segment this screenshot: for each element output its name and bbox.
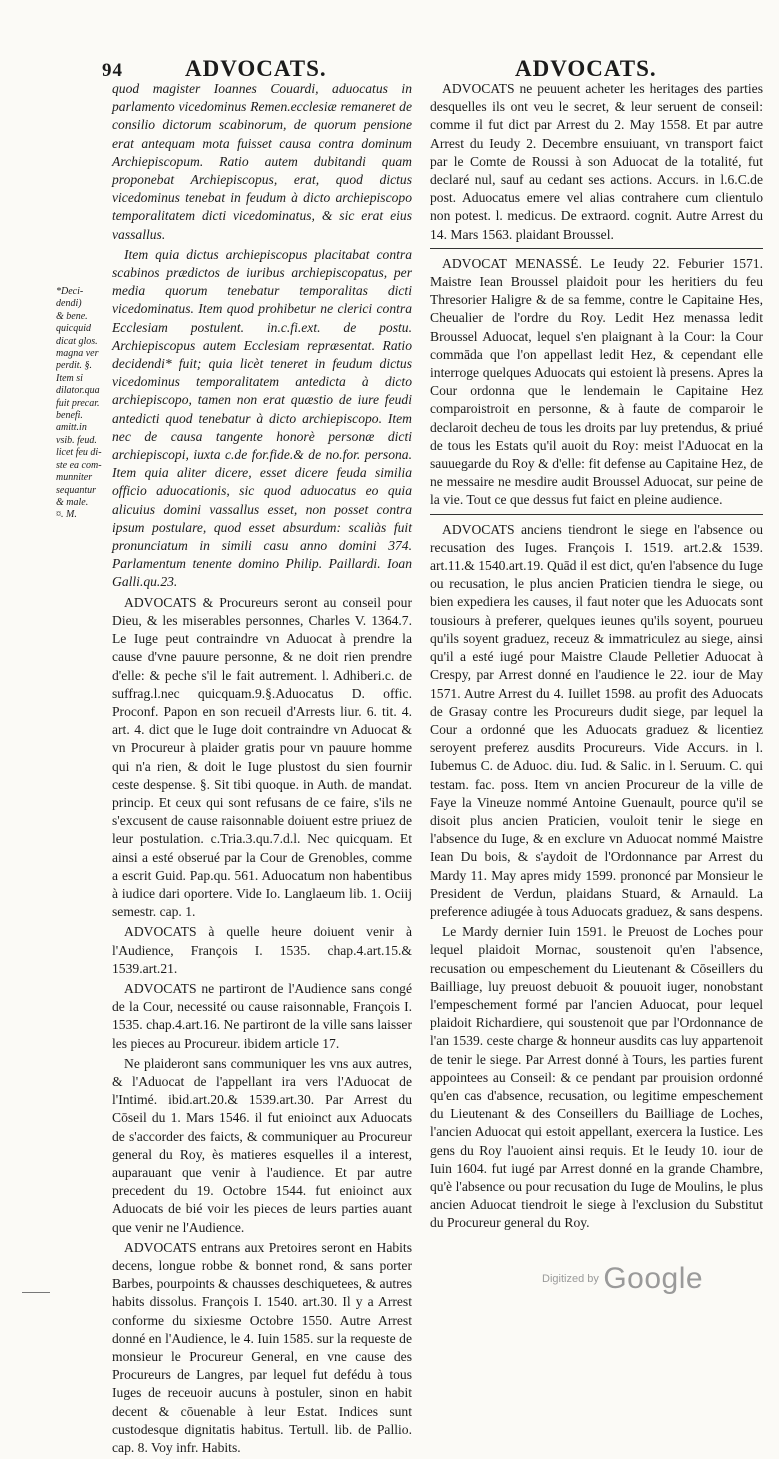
left-column — [112, 80, 412, 1459]
paragraph-conseil: ADVOCATS & Procureurs seront au conseil pour Dieu, & les miserables personnes, Charles V. 1364.7. Le Iuge peut contraindre vn Aduocat à prendre la cause d'vne pauure personne, & ne doit rien prendre d'elle: & peche s'il le fait autrement. l. Adhiberi.c. de suffrag.l.nec quicquam.9.§.Aduocatus D. offic. Proconf. Papon en son recueil d'Arrests liur. 6. tit. 4. art. 4. dict que le Iuge doit contraindre vn Aduocat & vn Procureur à plaider gratis pour vn pauure homme qui n'a rien, & doit le Iuge plustost du sien fournir ceste despense. §. Sit tibi quoque. in Auth. de mandat. princip. Et ceux qui sont refusans de ce faire, s'ils ne s'excusent de cause raisonnable doiuent estre priuez de leur postulation. c.Tria.3.qu.7.d.l. Nec quicquam. Et ainsi a esté obserué par la Cour de Grenobles, comme a escrit Guid. Pap.qu. 561. Aduocatum non habentibus à iudice dari oportere. Vide Io. Langlaeum lib. 1. Ociij semestr. cap. 1. — [112, 594, 412, 920]
page-number: 94 — [102, 60, 123, 81]
margin-note-line: licet feu di- — [56, 447, 102, 459]
margin-note-line: fuit precar. — [56, 397, 100, 409]
latin-item-paragraph: Item quia dictus archiepiscopus placitabat contra scabinos prædictos de iuribus archiepiscopatus, per media quorum tenebatur temporalitas dicti vicedominatus. Item quod prohibetur ne clerici contra Ecclesiam postulent. in.c.fi.ext. de postu. Archiepiscopus autem Ecclesiam repræsentat. Ratio decidendi* fuit; quia licèt teneret in feudum dictus vicedominus temporalitatem antedicta à dicto archiepiscopo, tamen non erat quæstio de iure feudi antedicti quod tenebatur à dicto archiepiscopo. Item nec de causa tangente honorè personæ dicti archiepiscopi, iuxta c.de for.fide.& de no.for. persona. Item quia aliter dicere, esset dicere feuda similia officio aduocationis, sic quod aduocatus eo quia alicuius domini vassallus esset, non posset contra ipsum postulare, quod esset absurdum: scaliàs fuit pronunciatum in simili casu anno domini 374. Parlamentum tenente domino Philip. Paillardi. Ioan Galli.qu.23. — [112, 246, 412, 590]
paragraph-anciens: ADVOCATS anciens tiendront le siege en l'absence ou recusation des Iuges. François I. 1519. art.2.& 1539. art.11.& 1540.art.19. Quād il est dict, qu'en l'absence du Iuge ou recusation, le plus ancien Praticien tiendra le siege, ou bien expediera les causes, il faut noter que les Aduocats sont tousiours à preferer, quelques ieunes qu'ils soyent, pourueu qu'ils soyent graduez, receuz & immatriculez au siege, ainsi qu'il a esté iugé pour Maistre Claude Pelletier Aduocat à Crespy, par Arrest donné en l'audience le 22. iour de May 1571. Autre Arrest du 4. Iuillet 1598. au profit des Aduocats de Grasay contre les Procureurs dudit siege, par lequel la Cour a ordonné que les Aduocats graduez & licentiez seroyent preferez ausdits Procureurs. Vide Accurs. in l. Iubemus C. de Aduoc. diu. Iud. & Salic. in l. Seruum. C. qui testam. fac. poss. Item vn ancien Procureur de la ville de Faye la Vineuze nommé Antoine Guenault, pource qu'il se disoit plus ancien Praticien, vouloit tenir le siege en l'absence du Iuge, & en exclure vn Aduocat nommé Maistre Iean Du bois, & s'aydoit de l'Ordonnance par Arrest du Mardy 11. May apres midy 1599. prononcé par Monsieur le President de Verdun, plaidans Stuard, & Arnauld. La preference adiugée à tous Aduocats graduez, & sans despens. — [430, 521, 763, 919]
margin-note-line: magna ver — [56, 348, 99, 360]
margin-note-line: dilator.qua — [56, 385, 100, 397]
paragraph-loches: Le Mardy dernier Iuin 1591. le Preuost de Loches pour lequel plaidoit Mornac, soustenoit qu'en l'absence, recusation ou empeschement du Lieutenant & Cōseillers du Bailliage, luy preuost debuoit & pouuoit iuger, nonobstant l'empeschement formé par l'ancien Aduocat, pour lequel plaidoit Richardiere, qui soustenoit que par l'Ordonnance de l'an 1539. ceste charge & honneur ausdits cas luy appartenoit de tenir le siege. Par Arrest donné à Tours, les parties furent appointees au Conseil: & ce pendant par prouision ordonné qu'en cas d'absence, recusation, ou legitime empeschement du Lieutenant & des Conseillers du Bailliage de Loches, l'ancien Aduocat qui estoit appellant, exercera la Iustice. Les gens du Roy l'auoient ainsi requis. Et le Ieudy 10. iour de Iuin 1604. fut iugé par Arrest donné en la grande Chambre, qu'è l'absence ou pour recusation du Iuge de Moulins, le plus ancien Aduocat tiendroit le siege à l'exclusion du Substitut du Procureur general du Roy. — [430, 924, 763, 1231]
margin-note-line: & male. — [56, 496, 89, 508]
paragraph-menasse: ADVOCAT MENASSÉ. Le Ieudy 22. Feburier 1571. Maistre Iean Broussel plaidoit pour les heritiers du feu Thresorier Haligre & de sa femme, contre le Capitaine Hes, Cheualier de l'ordre du Roy. Ledit Hez menassa ledit Broussel Aduocat, lequel s'en plaignant à la Cour: la Cour commāda que l'on appellast ledit Hez, & cependant elle interroge quelques Aduocats qui estoient là presens. Apres la Cour ordonna que le lendemain le Capitaine Hez comparoistroit en personne, & à faute de comparoir le declaroit decheu de tous les droits par luy pretendus, & priué de tous les Estats qu'il auoit du Roy: meist l'Aduocat en la sauuegarde du Roy & d'elle: fit defense au Capitaine Hez, de ne messaire ne mesdire audit Broussel Aduocat, sur peine de la vie. Tout ce que dessus fut faict en pleine audience. — [430, 255, 763, 508]
paragraph-plaideront: Ne plaideront sans communiquer les vns aux autres, & l'Aduocat de l'appellant ira vers l'Aduocat de l'Intimé. ibid.art.20.& 1539.art.30. Par Arrest du Cōseil du 1. Mars 1546. il fut enioinct aux Aduocats de s'accorder des faicts, & communiquer au Procureur general du Roy, ès matieres esquelles il a interest, auparauant que venir à l'audience. Et par autre precedent du 19. Octobre 1544. fut enioinct aux Aduocats de bié voir les pieces de leurs parties auant que venir ne l'Audience. — [112, 1055, 412, 1235]
google-logo-text: Google — [603, 1262, 704, 1295]
digitized-by-text: Digitized by — [542, 1273, 599, 1285]
paragraph-heritages: ADVOCATS ne peuuent acheter les heritages des parties desquelles ils ont veu le secret, & leur seruent de conseil: comme il fut dict par Arrest du 2. May 1558. Et par autre Arrest du Ieudy 2. Decembre ensuiuant, vn transport faict par le Comte de Roussi à son Aduocat de la totalité, fut declaré nul, sauf au cedant ses actions. Accurs. in l.6.C.de post. Aduocatus emere vel alias contrahere cum clientulo non potest. l. medicus. De extraord. cognit. Autre Arrest du 14. Mars 1563. plaidant Broussel. — [430, 81, 763, 242]
paragraph-habits: ADVOCATS entrans aux Pretoires seront en Habits decens, longue robbe & bonnet rond, & sans porter Barbes, pourpoints & chausses deschiquetees, & autres habits dissolus. François I. 1540. art.30. Il y a Arrest conforme du sixiesme Octobre 1550. Autre Arrest donné en l'Audience, le 4. Iuin 1585. sur la requeste de monsieur le Procureur General, en vne cause des Procureurs de Langres, par lequel fut defédu à tous Iuges de receuoir aucuns à postuler, sinon en habit decent & cōuenable à leur Estat. Indices sunt custodesque dignitatis habitus. Tertull. lib. de Pallio. cap. 8. Voy infr. Habits. — [112, 1239, 412, 1456]
margin-note-line: & bene. — [56, 310, 88, 322]
margin-note-line: perdit. §. — [56, 360, 93, 372]
margin-note-line: ¤. M. — [56, 509, 77, 521]
margin-note-line: vsib. feud. — [56, 434, 97, 446]
margin-note-line: amitt.in — [56, 422, 87, 434]
left-running-title: ADVOCATS. — [185, 56, 327, 81]
paragraph-partiront: ADVOCATS ne partiront de l'Audience sans congé de la Cour, necessité ou cause raisonnable, François I. 1535. chap.4.art.16. Ne partiront de la ville sans laisser les pieces au Procureur. ibidem article 17. — [112, 980, 412, 1051]
paragraph-heure: ADVOCATS à quelle heure doiuent venir à l'Audience, François I. 1535. chap.4.art.15.& 1539.art.21. — [112, 924, 412, 976]
margin-note-line: sequantur — [56, 484, 96, 496]
section-divider — [430, 248, 763, 249]
margin-notes — [56, 286, 108, 522]
margin-note-line: dicat glos. — [56, 335, 98, 347]
margin-note-line: quicquid — [56, 323, 91, 335]
margin-note-line: dendi) — [56, 298, 82, 310]
section-divider — [430, 514, 763, 515]
margin-note-line: ste ea com- — [56, 459, 102, 471]
digitized-by-google-watermark — [542, 1262, 703, 1296]
corner-mark — [22, 1292, 50, 1293]
latin-intro-paragraph: quod magister Ioannes Couardi, aduocatus in parlamento vicedominus Remen.ecclesiæ remaneret de consilio dictorum scabinorum, de quorum pensione erat antequam mota fuisset causa contra dominum Archiepiscopum. Ratio autem dubitandi quam proponebat Archiepiscopus, erat, quod dictus vicedominus tenebat in feudum à dicto archiepiscopo temporalitatem dicti vicedominatus, & sic erat eius vassallus. — [112, 81, 412, 242]
margin-note-line: munniter — [56, 472, 93, 484]
margin-note-line: benefi. — [56, 410, 83, 422]
right-column — [430, 80, 763, 1235]
right-running-title: ADVOCATS. — [515, 56, 657, 81]
margin-note-line: *Deci- — [56, 286, 84, 297]
margin-note-line: Item si — [56, 372, 83, 384]
